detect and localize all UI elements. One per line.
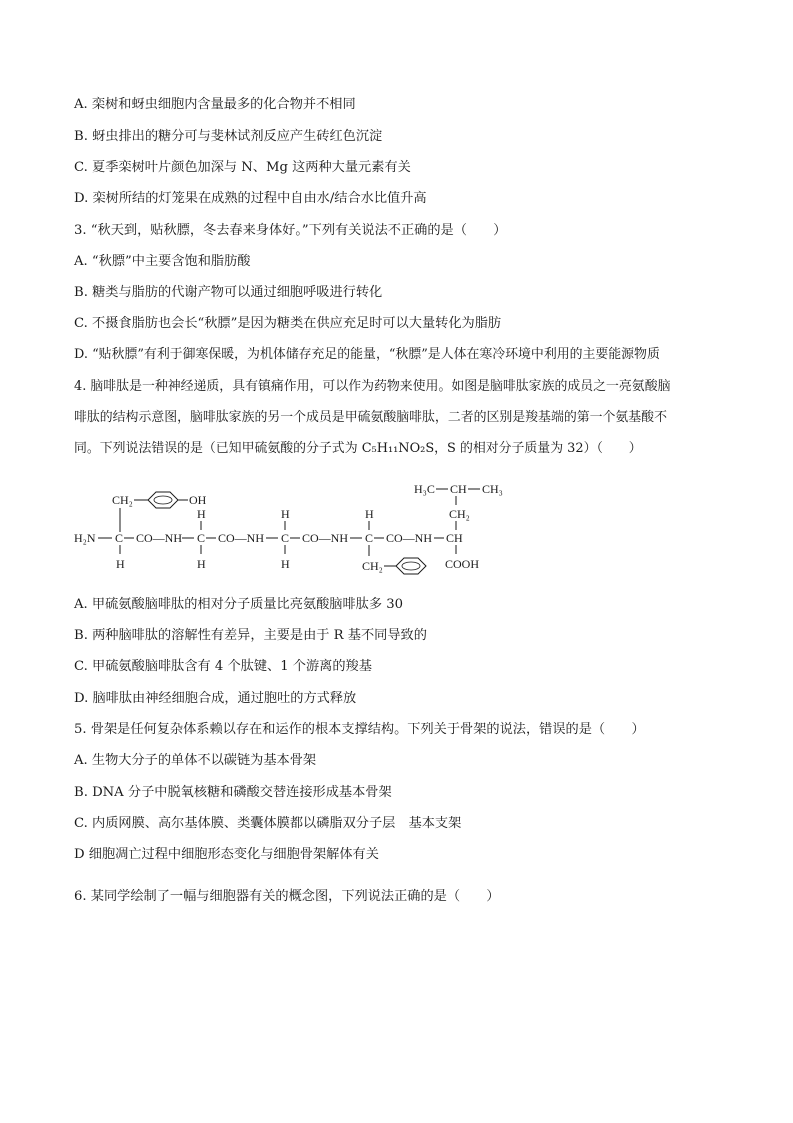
benzene-ring-2 (396, 558, 426, 574)
struct-co-nh-1: CO—NH (136, 531, 183, 545)
struct-h-c3-top: H (281, 507, 290, 521)
q4-stem-line-2: 啡肽的结构示意图，脑啡肽家族的另一个成员是甲硫氨酸脑啡肽，二者的区别是羧基端的第一个氨基酸不 (74, 410, 667, 425)
q3-stem: 3. “秋天到，贴秋膘，冬去春来身体好。”下列有关说法不正确的是（ ） (74, 223, 507, 238)
q3-option-c: C. 不摄食脂肪也会长“秋膘”是因为糖类在供应充足时可以大量转化为脂肪 (74, 316, 502, 331)
struct-c-1: C (115, 531, 124, 545)
struct-ch-main: CH (446, 531, 463, 545)
q5-stem: 5. 骨架是任何复杂体系赖以存在和运作的根本支撑结构。下列关于骨架的说法，错误的是（ ） (74, 722, 645, 737)
struct-cooh: COOH (445, 557, 480, 571)
q6-stem: 6. 某同学绘制了一幅与细胞器有关的概念图，下列说法正确的是（ ） (74, 889, 500, 904)
struct-ch2-leu: CH₂ (449, 507, 470, 521)
struct-co-nh-4: CO—NH (386, 531, 433, 545)
struct-c-3: C (281, 531, 290, 545)
q2-option-b: B. 蚜虫排出的糖分可与斐林试剂反应产生砖红色沉淀 (74, 129, 383, 144)
struct-oh: OH (189, 493, 207, 507)
q4-option-a: A. 甲硫氨酸脑啡肽的相对分子质量比亮氨酸脑啡肽多 30 (74, 597, 404, 612)
struct-co-nh-3: CO—NH (302, 531, 349, 545)
struct-h-c2-top: H (197, 507, 206, 521)
struct-ch-leu: CH (450, 482, 467, 496)
q4-option-b: B. 两种脑啡肽的溶解性有差异，主要是由于 R 基不同导致的 (74, 628, 427, 643)
benzene-ring-1 (148, 492, 178, 508)
q4-stem-line-1: 4. 脑啡肽是一种神经递质，具有镇痛作用，可以作为药物来使用。如图是脑啡肽家族的成员之一亮氨酸脑 (74, 379, 671, 394)
q5-option-a: A. 生物大分子的单体不以碳链为基本骨架 (74, 753, 317, 768)
struct-ch3: CH₃ (482, 482, 503, 496)
q3-option-b: B. 糖类与脂肪的代谢产物可以通过细胞呼吸进行转化 (74, 285, 383, 300)
q3-option-d: D. “贴秋膘”有利于御寒保暖，为机体储存充足的能量，“秋膘”是人体在寒冷环境中利用的主要能源物质 (74, 347, 660, 362)
struct-h-c3-bottom: H (281, 557, 290, 571)
q5-option-b: B. DNA 分子中脱氧核糖和磷酸交替连接形成基本骨架 (74, 785, 392, 800)
struct-h2n: H₂N (74, 531, 96, 545)
q2-option-c: C. 夏季栾树叶片颜色加深与 N、Mg 这两种大量元素有关 (74, 160, 411, 175)
struct-h3c: H₃C (414, 482, 435, 496)
struct-c-4: C (365, 531, 374, 545)
struct-co-nh-2: CO—NH (218, 531, 265, 545)
struct-ch2-phe: CH₂ (362, 559, 383, 573)
struct-ch2-1: CH₂ (112, 493, 133, 507)
struct-h-c4-top: H (365, 507, 374, 521)
struct-c-2: C (197, 531, 206, 545)
q3-option-a: A. “秋膘”中主要含饱和脂肪酸 (74, 254, 251, 269)
q2-option-d: D. 栾树所结的灯笼果在成熟的过程中自由水/结合水比值升高 (74, 191, 427, 206)
q5-option-c: C. 内质网膜、高尔基体膜、类囊体膜都以磷脂双分子层 基本支架 (74, 816, 462, 831)
struct-h-c2-bottom: H (197, 557, 206, 571)
struct-h-c1-bottom: H (116, 557, 125, 571)
leu-enkephalin-structure (70, 480, 530, 580)
q2-option-a: A. 栾树和蚜虫细胞内含量最多的化合物并不相同 (74, 97, 356, 112)
q5-option-d: D 细胞凋亡过程中细胞形态变化与细胞骨架解体有关 (74, 847, 379, 862)
q4-option-c: C. 甲硫氨酸脑啡肽含有 4 个肽键、1 个游离的羧基 (74, 659, 372, 674)
q4-stem-line-3: 同。下列说法错误的是（已知甲硫氨酸的分子式为 C₅H₁₁NO₂S，S 的相对分子质量为 32）（ ） (74, 441, 642, 456)
q4-option-d: D. 脑啡肽由神经细胞合成，通过胞吐的方式释放 (74, 691, 357, 706)
